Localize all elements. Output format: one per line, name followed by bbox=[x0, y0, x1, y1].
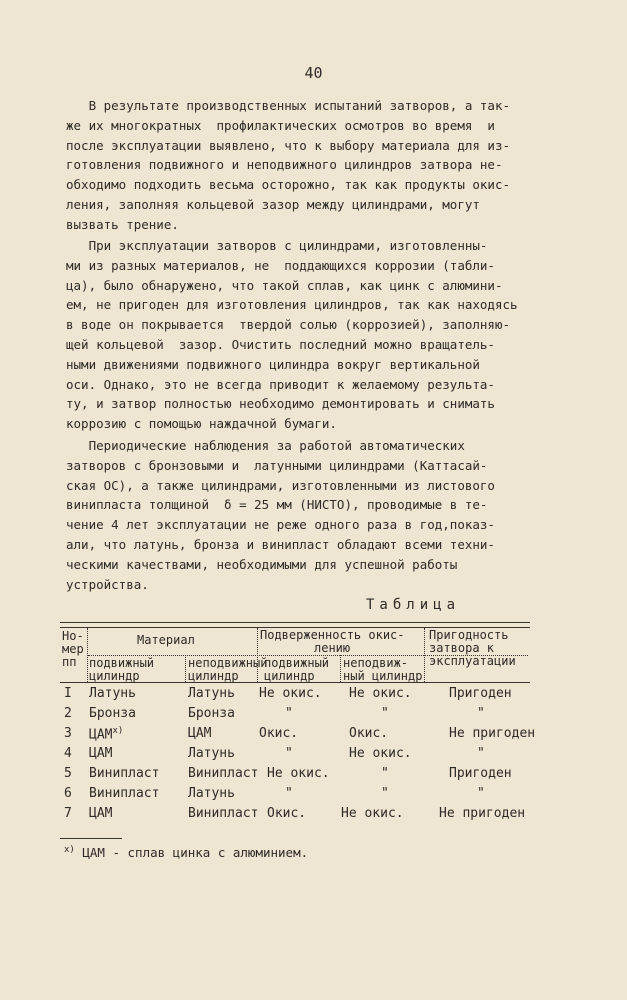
text-line: затворов с бронзовыми и латунными цилиндрами (Каттасай- bbox=[66, 457, 488, 473]
cell-suitability: Пригоден bbox=[449, 686, 512, 701]
cell-oxid-fixed: Не окис. bbox=[349, 746, 412, 761]
text-line: обходимо подходить весьма осторожно, так как продукты окис- bbox=[66, 177, 511, 193]
cell-number: 6 bbox=[64, 786, 72, 801]
cell-oxid-fixed: Не окис. bbox=[349, 686, 412, 701]
header-suitability: Пригодность затвора к эксплуатации bbox=[429, 628, 516, 668]
cell-suitability: Пригоден bbox=[449, 766, 512, 781]
header-material: Материал bbox=[137, 633, 195, 647]
cell-suitability: Не пригоден bbox=[439, 806, 526, 821]
cell-number: 7 bbox=[64, 806, 72, 821]
text-line: вызвать трение. bbox=[66, 216, 179, 232]
cell-oxid-mobile: " bbox=[285, 786, 293, 801]
text-line: Периодические наблюдения за работой автоматических bbox=[66, 438, 465, 453]
page-number: 40 bbox=[304, 64, 323, 82]
cell-oxid-mobile: Не окис. bbox=[267, 766, 330, 781]
cell-mobile: Винипласт bbox=[89, 786, 160, 801]
text-line: чение 4 лет эксплуатации не реже одного раза в год,показ- bbox=[66, 517, 495, 533]
cell-oxid-fixed: " bbox=[381, 706, 389, 721]
cell-oxid-fixed: Окис. bbox=[349, 726, 389, 741]
text-line: винипласта толщиной δ = 25 мм (НИСТО), проводимые в те- bbox=[66, 497, 488, 513]
cell-mobile: $ЦАМ^{х)}$ bbox=[89, 726, 124, 743]
text-line: готовления подвижного и неподвижного цилиндров затвора не- bbox=[66, 157, 503, 173]
footnote-marker: х) bbox=[112, 726, 124, 736]
cell-mobile: Бронза bbox=[89, 706, 136, 721]
footnote bbox=[64, 845, 308, 860]
header-fixed-cylinder: неподвижный цилиндр bbox=[188, 656, 268, 683]
cell-oxid-fixed: " bbox=[381, 786, 389, 801]
text-line: ту, и затвор полностью необходимо демонтировать и снимать bbox=[66, 396, 495, 412]
cell-oxid-mobile: " bbox=[285, 706, 293, 721]
header-number: Но- мер пп bbox=[62, 629, 84, 669]
cell-oxid-mobile: Не окис. bbox=[259, 686, 322, 701]
cell-fixed: ЦАМ bbox=[188, 726, 212, 741]
cell-oxid-mobile: Окис. bbox=[267, 806, 307, 821]
column-separator bbox=[87, 628, 88, 682]
table-caption: Таблица bbox=[366, 597, 461, 613]
cell-number: I bbox=[64, 686, 72, 701]
cell-fixed: Винипласт bbox=[188, 766, 259, 781]
text-line: коррозию с помощью наждачной бумаги. bbox=[66, 416, 337, 432]
paragraph-2 bbox=[66, 236, 566, 434]
column-separator bbox=[185, 655, 186, 682]
text-line: ца), было обнаружено, что такой сплав, как цинк с алюмини- bbox=[66, 277, 503, 293]
header-oxid-fixed: неподвиж- ный цилиндр bbox=[343, 656, 423, 683]
footnote-text: ЦАМ - сплав цинка с алюминием. bbox=[74, 845, 309, 861]
cell-suitability: " bbox=[477, 786, 485, 801]
cell-number: 4 bbox=[64, 746, 72, 761]
cell-mobile: Латунь bbox=[89, 686, 136, 701]
text-line: ская ОС), а также цилиндрами, изготовленными из листового bbox=[66, 477, 495, 493]
cell-fixed: Винипласт bbox=[188, 806, 259, 821]
text-line: же их многократных профилактических осмотров во время и bbox=[66, 117, 495, 133]
header-oxidation-cont: лению bbox=[314, 641, 351, 655]
header-oxidation: Подверженность окис- bbox=[260, 628, 405, 642]
footnote-rule bbox=[60, 838, 122, 839]
text-line: устройства. bbox=[66, 576, 149, 592]
cell-suitability: " bbox=[477, 746, 485, 761]
cell-number: 5 bbox=[64, 766, 72, 781]
text-line: щей кольцевой зазор. Очистить последний можно вращатель- bbox=[66, 336, 495, 352]
column-separator bbox=[424, 628, 425, 682]
text-line: оси. Однако, это не всегда приводит к желаемому результа- bbox=[66, 376, 495, 392]
header-oxid-mobile: подвижный цилиндр bbox=[264, 656, 330, 683]
paragraph-1 bbox=[66, 96, 566, 235]
cell-number: 2 bbox=[64, 706, 72, 721]
footnote-mark: х) bbox=[64, 845, 75, 855]
paragraph-3 bbox=[66, 436, 566, 594]
cell-fixed: Латунь bbox=[188, 786, 235, 801]
cell-fixed: Бронза bbox=[188, 706, 235, 721]
cell-suitability: Не пригоден bbox=[449, 726, 536, 741]
cell-oxid-fixed: " bbox=[381, 766, 389, 781]
text-line: ми из разных материалов, не поддающихся коррозии (табли- bbox=[66, 257, 495, 273]
text-line: в воде он покрывается твердой солью (коррозией), заполняю- bbox=[66, 317, 511, 333]
cell-oxid-mobile: " bbox=[285, 746, 293, 761]
text-line: В результате производственных испытаний затворов, а так- bbox=[66, 98, 511, 113]
text-line: али, что латунь, бронза и винипласт обладают всеми техни- bbox=[66, 536, 495, 552]
column-separator bbox=[340, 655, 341, 682]
cell-mobile: ЦАМ bbox=[89, 746, 113, 761]
cell-oxid-mobile: Окис. bbox=[259, 726, 299, 741]
text-line: ления, заполняя кольцевой зазор между цилиндрами, могут bbox=[66, 196, 480, 212]
cell-mobile: ЦАМ bbox=[89, 806, 113, 821]
header-mobile-cylinder: подвижный цилиндр bbox=[89, 656, 155, 683]
text-line: после эксплуатации выявлено, что к выбору материала для из- bbox=[66, 137, 511, 153]
cell-suitability: " bbox=[477, 706, 485, 721]
cell-fixed: Латунь bbox=[188, 746, 235, 761]
cell-oxid-fixed: Не окис. bbox=[341, 806, 404, 821]
cell-mobile: Винипласт bbox=[89, 766, 160, 781]
table-top-rule bbox=[60, 622, 530, 623]
text-line: ем, не пригоден для изготовления цилиндров, так как находясь bbox=[66, 297, 518, 313]
text-line: ческими качествами, необходимыми для успешной работы bbox=[66, 556, 458, 572]
text-line: При эксплуатации затворов с цилиндрами, изготовленны- bbox=[66, 238, 488, 253]
cell-fixed: Латунь bbox=[188, 686, 235, 701]
text-line: ными движениями подвижного цилиндра вокруг вертикальной bbox=[66, 356, 480, 372]
cell-number: 3 bbox=[64, 726, 72, 741]
